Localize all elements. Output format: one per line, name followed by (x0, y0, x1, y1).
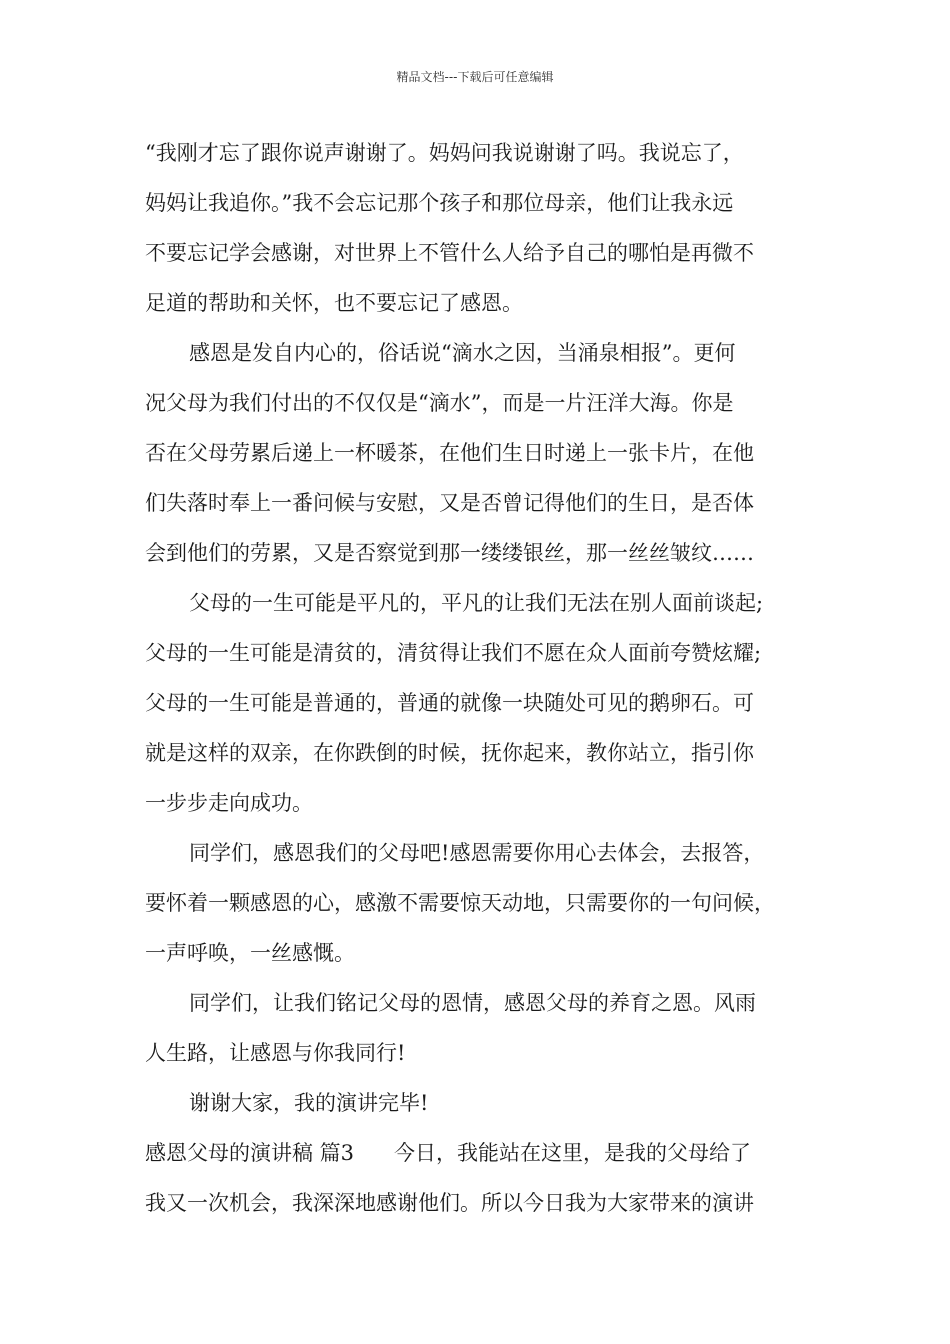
text-line: 不要忘记学会感谢，对世界上不管什么人给予自己的哪怕是再微不 (145, 241, 754, 265)
section-heading: 感恩父母的演讲稿 篇3 (145, 1141, 355, 1165)
text-line: 人生路，让感恩与你我同行! (145, 1041, 406, 1065)
text-line: 妈妈让我追你。”我不会忘记那个孩子和那位母亲，他们让我永远 (145, 191, 734, 215)
section-first-line: 今日，我能站在这里，是我的父母给了 (394, 1141, 752, 1165)
paragraph-start-line: 父母的一生可能是平凡的，平凡的让我们无法在别人面前谈起; (189, 591, 764, 615)
text-line: 父母的一生可能是清贫的，清贫得让我们不愿在众人面前夸赞炫耀; (145, 641, 762, 665)
text-line: 否在父母劳累后递上一杯暖茶，在他们生日时递上一张卡片，在他 (145, 441, 754, 465)
text-line: 足道的帮助和关怀，也不要忘记了感恩。 (145, 291, 523, 315)
paragraph-start-line: 谢谢大家，我的演讲完毕! (189, 1091, 429, 1115)
page-header: 精品文档---下载后可任意编辑 (396, 70, 554, 84)
text-line: 们失落时奉上一番问候与安慰，又是否曾记得他们的生日，是否体 (145, 491, 754, 515)
text-line: 就是这样的双亲，在你跌倒的时候，抚你起来，教你站立，指引你 (145, 741, 754, 765)
text-line: “我刚才忘了跟你说声谢谢了。妈妈问我说谢谢了吗。我说忘了， (145, 141, 744, 165)
paragraph-start-line: 同学们，让我们铭记父母的恩情，感恩父母的养育之恩。风雨 (189, 991, 756, 1015)
text-line: 要怀着一颗感恩的心，感激不需要惊天动地，只需要你的一句问候， (145, 891, 775, 915)
text-line: 父母的一生可能是普通的，普通的就像一块随处可见的鹅卵石。可 (145, 691, 754, 715)
section-heading-line (145, 1128, 825, 1178)
text-line: 我又一次机会，我深深地感谢他们。所以今日我为大家带来的演讲 (145, 1191, 754, 1215)
paragraph-start-line: 同学们，感恩我们的父母吧!感恩需要你用心去体会，去报答， (189, 841, 765, 865)
paragraph-start-line: 感恩是发自内心的，俗话说“滴水之因，当涌泉相报”。更何 (189, 341, 736, 365)
text-line: 会到他们的劳累，又是否察觉到那一缕缕银丝，那一丝丝皱纹…… (145, 541, 754, 565)
document-body (145, 128, 825, 1228)
text-line: 一步步走向成功。 (145, 791, 313, 815)
text-line: 况父母为我们付出的不仅仅是“滴水”，而是一片汪洋大海。你是 (145, 391, 734, 415)
text-line: 一声呼唤，一丝感慨。 (145, 941, 355, 965)
